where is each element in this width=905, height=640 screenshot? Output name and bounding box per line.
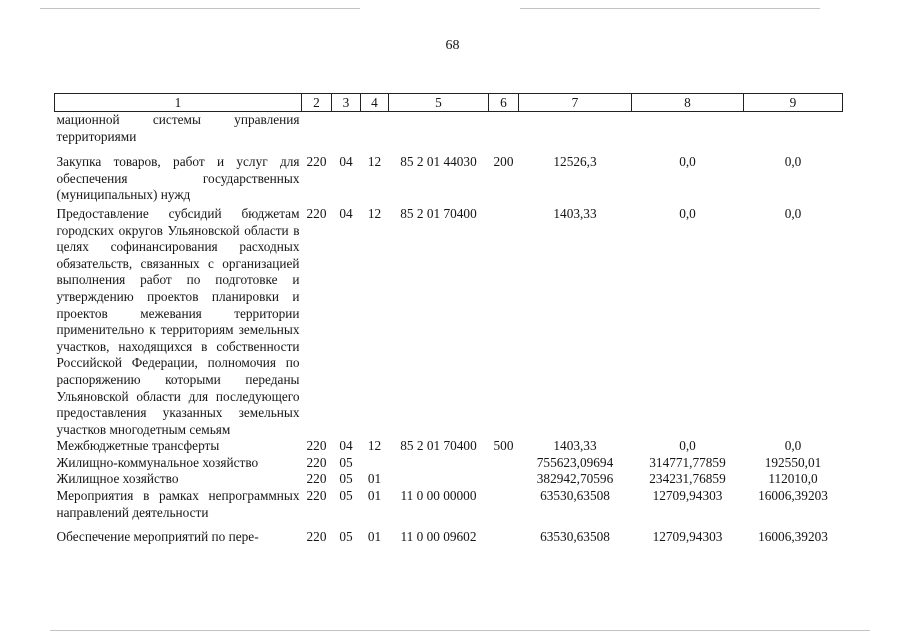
col-header-1: 1 <box>55 94 302 112</box>
col-header-6: 6 <box>489 94 519 112</box>
cell-amount-8: 314771,77859 <box>649 454 726 470</box>
cell-amount-9: 16006,39203 <box>758 529 828 545</box>
table-row <box>55 471 843 488</box>
cell-amount-8 <box>632 112 744 146</box>
table-row <box>55 204 843 438</box>
cell-amount-7: 755623,09694 <box>536 454 614 470</box>
cell-target: 11 0 00 09602 <box>400 529 477 545</box>
table-row <box>55 112 843 146</box>
cell-amount-8: 12709,94303 <box>652 488 723 504</box>
cell-amount-9: 16006,39203 <box>758 488 828 504</box>
cell-code: 220 <box>306 154 327 170</box>
cell-subsection: 12 <box>367 438 382 454</box>
cell-expense-type <box>489 488 519 521</box>
row-name: Обеспечение мероприятий по пере- <box>56 529 259 545</box>
cell-target: 85 2 01 70400 <box>400 205 477 221</box>
cell-amount-7: 1403,33 <box>553 205 597 221</box>
cell-amount-7: 63530,63508 <box>540 488 610 504</box>
col-header-3: 3 <box>332 94 361 112</box>
cell-code: 220 <box>306 488 327 504</box>
cell-amount-9: 0,0 <box>784 154 802 170</box>
row-name: мационной системы управления территориями <box>56 112 300 144</box>
row-name: Межбюджетные трансферты <box>56 438 220 454</box>
cell-section: 05 <box>339 454 353 470</box>
scan-edge-top <box>40 8 360 9</box>
cell-amount-8: 12709,94303 <box>652 529 723 545</box>
cell-section: 04 <box>339 205 353 221</box>
cell-target <box>389 455 489 472</box>
page-number: 68 <box>445 38 460 53</box>
col-header-8: 8 <box>632 94 744 112</box>
table-row <box>55 145 843 204</box>
cell-amount-9 <box>744 112 843 146</box>
table-row <box>55 488 843 521</box>
cell-subsection: 12 <box>367 205 382 221</box>
cell-section <box>332 112 361 146</box>
col-header-7: 7 <box>519 94 632 112</box>
cell-amount-9: 192550,01 <box>764 454 822 470</box>
cell-amount-7 <box>519 112 632 146</box>
cell-section: 04 <box>339 154 353 170</box>
cell-target: 11 0 00 00000 <box>400 488 477 504</box>
cell-section: 05 <box>339 529 353 545</box>
row-name: Жилищное хозяйство <box>56 471 179 487</box>
cell-subsection: 12 <box>367 154 382 170</box>
cell-amount-9: 112010,0 <box>768 471 818 487</box>
cell-code <box>302 112 332 146</box>
cell-code: 220 <box>306 438 327 454</box>
table-row <box>55 438 843 455</box>
cell-code: 220 <box>306 205 327 221</box>
cell-amount-7: 12526,3 <box>553 154 597 170</box>
row-name: Предоставление субсидий бюджетам городских округов Ульяновской области в целях софинансирования расходных обязательств, связанных с организацией выполнения работ по подготовке и утверждению проектов планировки и проектов межевания территории применительно к территориям земельных участков, находящихся в собственности Российской Федерации, полномочия по распоряжению которыми переданы Ульяновской области для последующего предоставления указанных земельных участков многодетным семьям <box>56 205 300 437</box>
row-name: Жилищно-коммунальное хозяйство <box>56 454 259 470</box>
scan-edge-bottom <box>50 630 870 631</box>
cell-subsection <box>361 455 389 472</box>
cell-amount-9: 0,0 <box>784 438 802 454</box>
scan-edge-top-right <box>520 8 820 9</box>
col-header-9: 9 <box>744 94 843 112</box>
row-name: Мероприятия в рамках непрограммных направлений деятельности <box>56 488 300 520</box>
cell-amount-8: 0,0 <box>679 205 696 221</box>
row-name: Закупка товаров, работ и услуг для обеспечения государственных (муниципальных) нужд <box>56 154 300 203</box>
col-header-4: 4 <box>361 94 389 112</box>
cell-expense-type <box>489 455 519 472</box>
table-row <box>55 455 843 472</box>
cell-amount-7: 1403,33 <box>553 438 597 454</box>
cell-target: 85 2 01 70400 <box>400 438 477 454</box>
budget-table <box>54 93 843 546</box>
cell-code: 220 <box>306 529 327 545</box>
cell-amount-7: 63530,63508 <box>540 529 610 545</box>
cell-target <box>389 112 489 146</box>
cell-expense-type: 200 <box>493 154 514 170</box>
cell-amount-8: 0,0 <box>679 154 696 170</box>
cell-expense-type: 500 <box>493 438 514 454</box>
cell-expense-type <box>489 204 519 438</box>
cell-code: 220 <box>306 454 327 470</box>
cell-target: 85 2 01 44030 <box>400 154 477 170</box>
cell-expense-type <box>489 521 519 546</box>
cell-expense-type <box>489 112 519 146</box>
cell-target <box>389 471 489 488</box>
cell-expense-type <box>489 471 519 488</box>
cell-section: 05 <box>339 471 353 487</box>
cell-subsection: 01 <box>367 488 382 504</box>
cell-amount-8: 234231,76859 <box>649 471 726 487</box>
col-header-5: 5 <box>389 94 489 112</box>
cell-subsection: 01 <box>367 529 382 545</box>
cell-subsection: 01 <box>367 471 382 487</box>
cell-amount-9: 0,0 <box>784 205 802 221</box>
col-header-2: 2 <box>302 94 332 112</box>
cell-subsection <box>361 112 389 146</box>
header-row <box>55 94 843 112</box>
cell-section: 05 <box>339 488 353 504</box>
cell-section: 04 <box>339 438 353 454</box>
table-row <box>55 521 843 546</box>
cell-amount-8: 0,0 <box>679 438 696 454</box>
cell-code: 220 <box>306 471 327 487</box>
cell-amount-7: 382942,70596 <box>536 471 614 487</box>
